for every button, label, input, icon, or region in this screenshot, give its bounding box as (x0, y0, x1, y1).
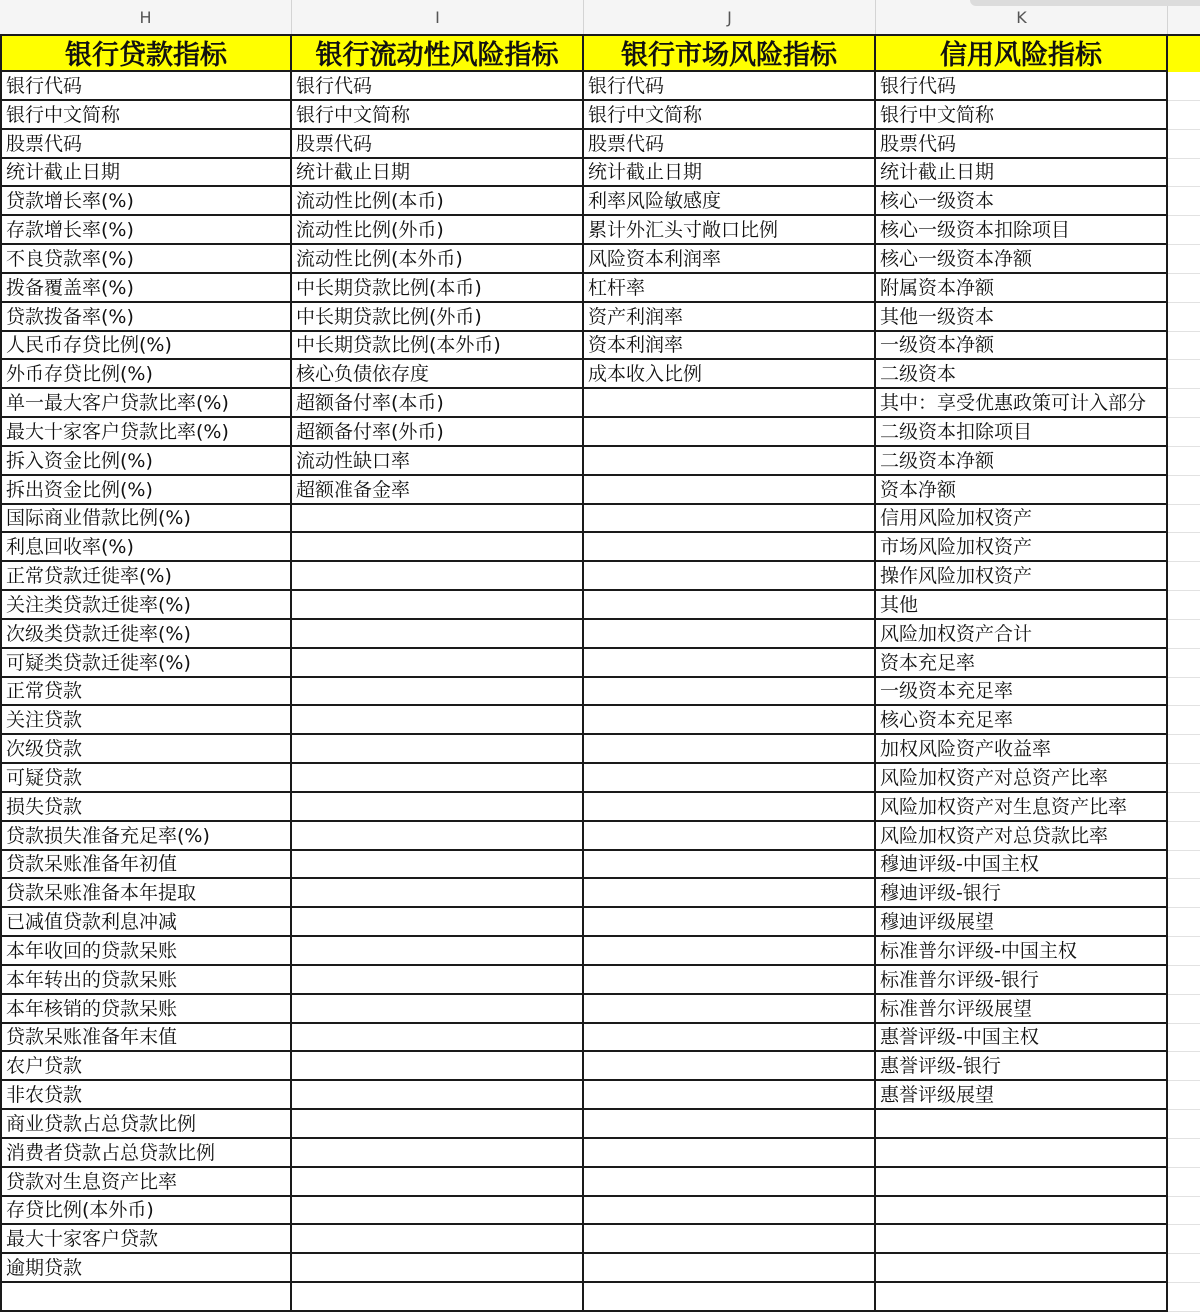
cell-next-column[interactable] (1168, 937, 1200, 966)
table-row (0, 966, 1200, 995)
cell-loan[interactable]: 单一最大客户贷款比率(%) (0, 389, 292, 418)
cell-loan[interactable]: 消费者贷款占总贷款比例 (0, 1139, 292, 1168)
cell-liquidity[interactable] (292, 1196, 584, 1225)
table-row (0, 879, 1200, 908)
cell-market[interactable] (584, 1196, 876, 1225)
cell-credit[interactable]: 核心资本充足率 (876, 706, 1168, 735)
cell-loan[interactable] (0, 1283, 292, 1312)
column-header-k[interactable]: K (876, 0, 1168, 34)
column-header-h[interactable]: H (0, 0, 292, 34)
cell-credit[interactable] (876, 1254, 1168, 1283)
cell-liquidity[interactable] (292, 1110, 584, 1139)
cell-loan[interactable]: 贷款对生息资产比率 (0, 1168, 292, 1197)
cell-liquidity[interactable]: 中长期贷款比例(外币) (292, 303, 584, 332)
cell-credit[interactable]: 操作风险加权资产 (876, 562, 1168, 591)
cell-liquidity[interactable] (292, 1254, 584, 1283)
cell-market[interactable] (584, 995, 876, 1024)
cell-next-column[interactable] (1168, 649, 1200, 678)
cell-market[interactable] (584, 649, 876, 678)
table-row (0, 995, 1200, 1024)
cell-next-column[interactable] (1168, 245, 1200, 274)
cell-loan[interactable]: 次级贷款 (0, 735, 292, 764)
window-edge (970, 0, 1200, 6)
cell-loan[interactable]: 本年核销的贷款呆账 (0, 995, 292, 1024)
cell-credit[interactable]: 资本净额 (876, 476, 1168, 505)
cell-market[interactable]: 银行代码 (584, 72, 876, 101)
cell-credit[interactable]: 一级资本充足率 (876, 677, 1168, 706)
cell-market[interactable] (584, 966, 876, 995)
cell-liquidity[interactable] (292, 1081, 584, 1110)
cell-loan[interactable]: 关注类贷款迁徙率(%) (0, 591, 292, 620)
cell-next-column[interactable] (1168, 677, 1200, 706)
cell-loan[interactable]: 贷款增长率(%) (0, 187, 292, 216)
cell-market[interactable] (584, 562, 876, 591)
table-row (0, 476, 1200, 505)
table-row (0, 706, 1200, 735)
cell-market[interactable] (584, 1254, 876, 1283)
table-row (0, 1081, 1200, 1110)
cell-market[interactable] (584, 879, 876, 908)
cell-credit[interactable]: 一级资本净额 (876, 331, 1168, 360)
cell-next-column[interactable] (1168, 216, 1200, 245)
cell-loan[interactable]: 可疑类贷款迁徙率(%) (0, 649, 292, 678)
table-row (0, 447, 1200, 476)
table-row (0, 331, 1200, 360)
table-row (0, 360, 1200, 389)
cell-loan[interactable]: 银行中文简称 (0, 101, 292, 130)
cell-next-column[interactable] (1168, 1283, 1200, 1312)
table-row (0, 562, 1200, 591)
cell-market[interactable]: 累计外汇头寸敞口比例 (584, 216, 876, 245)
cell-loan[interactable]: 商业贷款占总贷款比例 (0, 1110, 292, 1139)
cell-market[interactable] (584, 447, 876, 476)
cell-liquidity[interactable]: 超额备付率(外币) (292, 418, 584, 447)
cell-liquidity[interactable]: 超额准备金率 (292, 476, 584, 505)
cell-market[interactable] (584, 533, 876, 562)
cell-liquidity[interactable]: 流动性比例(外币) (292, 216, 584, 245)
cell-next-column[interactable] (1168, 1254, 1200, 1283)
cell-liquidity[interactable] (292, 649, 584, 678)
cell-next-column[interactable] (1168, 331, 1200, 360)
cell-loan[interactable]: 损失贷款 (0, 793, 292, 822)
cell-credit[interactable]: 标准普尔评级展望 (876, 995, 1168, 1024)
cell-loan[interactable]: 非农贷款 (0, 1081, 292, 1110)
cell-next-column[interactable] (1168, 879, 1200, 908)
cell-next-column[interactable] (1168, 1196, 1200, 1225)
cell-next-column[interactable] (1168, 504, 1200, 533)
cell-liquidity[interactable] (292, 1023, 584, 1052)
cell-market[interactable] (584, 677, 876, 706)
cell-loan[interactable]: 国际商业借款比例(%) (0, 504, 292, 533)
table-row (0, 274, 1200, 303)
cell-market[interactable] (584, 476, 876, 505)
cell-next-column[interactable] (1168, 533, 1200, 562)
cell-market[interactable]: 统计截止日期 (584, 158, 876, 187)
cell-loan[interactable]: 利息回收率(%) (0, 533, 292, 562)
cell-next-column[interactable] (1168, 476, 1200, 505)
cell-next-column[interactable] (1168, 908, 1200, 937)
cell-loan[interactable]: 贷款损失准备充足率(%) (0, 822, 292, 851)
column-header-i[interactable]: I (292, 0, 584, 34)
cell-next-column[interactable] (1168, 822, 1200, 851)
cell-liquidity[interactable] (292, 850, 584, 879)
cell-credit[interactable]: 惠誉评级-中国主权 (876, 1023, 1168, 1052)
table-row (0, 158, 1200, 187)
cell-next-column[interactable] (1168, 1225, 1200, 1254)
cell-next-column[interactable] (1168, 187, 1200, 216)
cell-market[interactable] (584, 591, 876, 620)
table-row (0, 1023, 1200, 1052)
cell-loan[interactable]: 本年收回的贷款呆账 (0, 937, 292, 966)
column-header-j[interactable]: J (584, 0, 876, 34)
cell-next-column[interactable] (1168, 966, 1200, 995)
cell-credit[interactable] (876, 1283, 1168, 1312)
cell-liquidity[interactable] (292, 1052, 584, 1081)
cell-credit[interactable]: 股票代码 (876, 130, 1168, 159)
cell-loan[interactable]: 最大十家客户贷款 (0, 1225, 292, 1254)
cell-liquidity[interactable] (292, 793, 584, 822)
cell-next-column[interactable] (1168, 591, 1200, 620)
cell-market[interactable]: 成本收入比例 (584, 360, 876, 389)
table-row (0, 591, 1200, 620)
table-row (0, 130, 1200, 159)
cell-next-column[interactable] (1168, 764, 1200, 793)
cell-next-column[interactable] (1168, 995, 1200, 1024)
cell-market[interactable] (584, 620, 876, 649)
cell-credit[interactable]: 二级资本扣除项目 (876, 418, 1168, 447)
cell-market[interactable]: 资产利润率 (584, 303, 876, 332)
cell-credit[interactable] (876, 1110, 1168, 1139)
cell-credit[interactable]: 银行中文简称 (876, 101, 1168, 130)
cell-loan[interactable]: 存贷比例(本外币) (0, 1196, 292, 1225)
cell-liquidity[interactable] (292, 822, 584, 851)
table-row (0, 850, 1200, 879)
cell-loan[interactable]: 拆出资金比例(%) (0, 476, 292, 505)
cell-credit[interactable] (876, 1139, 1168, 1168)
cell-next-column[interactable] (1168, 389, 1200, 418)
cell-liquidity[interactable] (292, 533, 584, 562)
table-row (0, 533, 1200, 562)
cell-market[interactable]: 银行中文简称 (584, 101, 876, 130)
table-row (0, 1110, 1200, 1139)
table-row (0, 245, 1200, 274)
cell-market[interactable]: 资本利润率 (584, 331, 876, 360)
cell-liquidity[interactable] (292, 764, 584, 793)
cell-market[interactable]: 风险资本利润率 (584, 245, 876, 274)
cell-market[interactable] (584, 735, 876, 764)
cell-liquidity[interactable] (292, 677, 584, 706)
cell-credit[interactable]: 风险加权资产合计 (876, 620, 1168, 649)
cell-liquidity[interactable]: 银行代码 (292, 72, 584, 101)
cell-next-column[interactable] (1168, 418, 1200, 447)
cell-credit[interactable]: 标准普尔评级-中国主权 (876, 937, 1168, 966)
cell-liquidity[interactable]: 流动性缺口率 (292, 447, 584, 476)
cell-credit[interactable]: 其他 (876, 591, 1168, 620)
cell-next-column[interactable] (1168, 735, 1200, 764)
cell-loan[interactable]: 贷款呆账准备年初值 (0, 850, 292, 879)
cell-liquidity[interactable] (292, 908, 584, 937)
cell-liquidity[interactable] (292, 620, 584, 649)
cell-loan[interactable]: 贷款呆账准备年末值 (0, 1023, 292, 1052)
cell-market[interactable] (584, 504, 876, 533)
cell-liquidity[interactable]: 核心负债依存度 (292, 360, 584, 389)
cell-next-column[interactable] (1168, 303, 1200, 332)
cell-credit[interactable]: 核心一级资本 (876, 187, 1168, 216)
cell-market[interactable]: 股票代码 (584, 130, 876, 159)
table-row (0, 620, 1200, 649)
cell-next-column[interactable] (1168, 562, 1200, 591)
cell-next-column[interactable] (1168, 1110, 1200, 1139)
cell-next-column[interactable] (1168, 1052, 1200, 1081)
cell-next-column[interactable] (1168, 360, 1200, 389)
cell-loan[interactable]: 拆入资金比例(%) (0, 447, 292, 476)
cell-liquidity[interactable] (292, 937, 584, 966)
table-row (0, 937, 1200, 966)
cell-loan[interactable]: 正常贷款 (0, 677, 292, 706)
cell-loan[interactable]: 股票代码 (0, 130, 292, 159)
cell-credit[interactable]: 风险加权资产对生息资产比率 (876, 793, 1168, 822)
cell-credit[interactable]: 风险加权资产对总资产比率 (876, 764, 1168, 793)
cell-market[interactable] (584, 706, 876, 735)
cell-loan[interactable]: 贷款拨备率(%) (0, 303, 292, 332)
cell-credit[interactable]: 统计截止日期 (876, 158, 1168, 187)
cell-liquidity[interactable] (292, 1168, 584, 1197)
cell-loan[interactable]: 正常贷款迁徙率(%) (0, 562, 292, 591)
table-row (0, 216, 1200, 245)
cell-liquidity[interactable] (292, 1139, 584, 1168)
cell-next-column[interactable] (1168, 274, 1200, 303)
cell-market[interactable] (584, 937, 876, 966)
cell-next-column[interactable] (1168, 1139, 1200, 1168)
cell-liquidity[interactable]: 流动性比例(本币) (292, 187, 584, 216)
cell-next-column[interactable] (1168, 706, 1200, 735)
cell-credit[interactable]: 惠誉评级-银行 (876, 1052, 1168, 1081)
cell-liquidity[interactable] (292, 591, 584, 620)
cell-loan[interactable]: 不良贷款率(%) (0, 245, 292, 274)
cell-liquidity[interactable]: 股票代码 (292, 130, 584, 159)
cell-loan[interactable]: 本年转出的贷款呆账 (0, 966, 292, 995)
cell-credit[interactable]: 二级资本 (876, 360, 1168, 389)
cell-loan[interactable]: 统计截止日期 (0, 158, 292, 187)
cell-next-column[interactable] (1168, 447, 1200, 476)
cell-liquidity[interactable]: 中长期贷款比例(本外币) (292, 331, 584, 360)
cell-credit[interactable]: 其中：享受优惠政策可计入部分 (876, 389, 1168, 418)
cell-liquidity[interactable]: 统计截止日期 (292, 158, 584, 187)
table-row (0, 1283, 1200, 1312)
cell-market[interactable] (584, 1168, 876, 1197)
cell-credit[interactable]: 穆迪评级-中国主权 (876, 850, 1168, 879)
cell-market[interactable] (584, 764, 876, 793)
table-row (0, 1225, 1200, 1254)
cell-market[interactable] (584, 389, 876, 418)
cell-liquidity[interactable] (292, 706, 584, 735)
table-row (0, 822, 1200, 851)
cell-credit[interactable]: 核心一级资本扣除项目 (876, 216, 1168, 245)
table-row (0, 72, 1200, 101)
table-row (0, 1254, 1200, 1283)
cell-market[interactable] (584, 850, 876, 879)
cell-next-column[interactable] (1168, 158, 1200, 187)
table-row (0, 764, 1200, 793)
cell-credit[interactable] (876, 1225, 1168, 1254)
cell-credit[interactable] (876, 1196, 1168, 1225)
table-row (0, 677, 1200, 706)
cell-liquidity[interactable] (292, 995, 584, 1024)
cell-loan[interactable]: 农户贷款 (0, 1052, 292, 1081)
cell-credit[interactable]: 加权风险资产收益率 (876, 735, 1168, 764)
header-cell-extra[interactable] (1168, 34, 1200, 72)
cell-loan[interactable]: 关注贷款 (0, 706, 292, 735)
cell-liquidity[interactable]: 流动性比例(本外币) (292, 245, 584, 274)
table-row (0, 908, 1200, 937)
cell-credit[interactable]: 标准普尔评级-银行 (876, 966, 1168, 995)
cell-credit[interactable]: 资本充足率 (876, 649, 1168, 678)
cell-credit[interactable]: 风险加权资产对总贷款比率 (876, 822, 1168, 851)
cell-credit[interactable]: 惠誉评级展望 (876, 1081, 1168, 1110)
cell-market[interactable]: 杠杆率 (584, 274, 876, 303)
cell-credit[interactable]: 信用风险加权资产 (876, 504, 1168, 533)
cell-market[interactable] (584, 1052, 876, 1081)
cell-loan[interactable]: 次级类贷款迁徙率(%) (0, 620, 292, 649)
cell-loan[interactable]: 逾期贷款 (0, 1254, 292, 1283)
cell-market[interactable] (584, 908, 876, 937)
table-row (0, 1196, 1200, 1225)
cell-loan[interactable]: 存款增长率(%) (0, 216, 292, 245)
cell-loan[interactable]: 可疑贷款 (0, 764, 292, 793)
cell-market[interactable] (584, 822, 876, 851)
cell-credit[interactable] (876, 1168, 1168, 1197)
cell-credit[interactable]: 穆迪评级展望 (876, 908, 1168, 937)
header-cell-market[interactable]: 银行市场风险指标 (584, 34, 876, 72)
cell-credit[interactable]: 核心一级资本净额 (876, 245, 1168, 274)
cell-loan[interactable]: 外币存贷比例(%) (0, 360, 292, 389)
table-row (0, 1139, 1200, 1168)
table-row (0, 187, 1200, 216)
cell-liquidity[interactable]: 中长期贷款比例(本币) (292, 274, 584, 303)
table-row (0, 735, 1200, 764)
cell-next-column[interactable] (1168, 1168, 1200, 1197)
cell-liquidity[interactable] (292, 735, 584, 764)
cell-credit[interactable]: 穆迪评级-银行 (876, 879, 1168, 908)
cell-liquidity[interactable]: 超额备付率(本币) (292, 389, 584, 418)
header-cell-loan[interactable]: 银行贷款指标 (0, 34, 292, 72)
table-row (0, 504, 1200, 533)
cell-loan[interactable]: 银行代码 (0, 72, 292, 101)
cell-next-column[interactable] (1168, 850, 1200, 879)
table-row (0, 649, 1200, 678)
cell-loan[interactable]: 最大十家客户贷款比率(%) (0, 418, 292, 447)
table-row (0, 1168, 1200, 1197)
table-row (0, 101, 1200, 130)
cell-credit[interactable]: 银行代码 (876, 72, 1168, 101)
header-cell-liquidity[interactable]: 银行流动性风险指标 (292, 34, 584, 72)
cell-loan[interactable]: 人民币存贷比例(%) (0, 331, 292, 360)
table-row (0, 793, 1200, 822)
cell-market[interactable]: 利率风险敏感度 (584, 187, 876, 216)
cell-liquidity[interactable] (292, 1283, 584, 1312)
table-row (0, 1052, 1200, 1081)
cell-market[interactable] (584, 793, 876, 822)
cell-market[interactable] (584, 1023, 876, 1052)
cell-next-column[interactable] (1168, 793, 1200, 822)
cell-credit[interactable]: 市场风险加权资产 (876, 533, 1168, 562)
cell-market[interactable] (584, 1110, 876, 1139)
cell-loan[interactable]: 已减值贷款利息冲减 (0, 908, 292, 937)
cell-market[interactable] (584, 1225, 876, 1254)
cell-next-column[interactable] (1168, 620, 1200, 649)
header-cell-credit[interactable]: 信用风险指标 (876, 34, 1168, 72)
cell-credit[interactable]: 二级资本净额 (876, 447, 1168, 476)
cell-market[interactable] (584, 418, 876, 447)
cell-liquidity[interactable] (292, 504, 584, 533)
cell-liquidity[interactable] (292, 966, 584, 995)
cell-next-column[interactable] (1168, 72, 1200, 101)
cell-liquidity[interactable]: 银行中文简称 (292, 101, 584, 130)
table-row (0, 303, 1200, 332)
cell-next-column[interactable] (1168, 130, 1200, 159)
cell-credit[interactable]: 附属资本净额 (876, 274, 1168, 303)
cell-credit[interactable]: 其他一级资本 (876, 303, 1168, 332)
cell-market[interactable] (584, 1283, 876, 1312)
cell-liquidity[interactable] (292, 1225, 584, 1254)
cell-liquidity[interactable] (292, 562, 584, 591)
cell-next-column[interactable] (1168, 1081, 1200, 1110)
cell-loan[interactable]: 贷款呆账准备本年提取 (0, 879, 292, 908)
table-row (0, 418, 1200, 447)
cell-liquidity[interactable] (292, 879, 584, 908)
cell-market[interactable] (584, 1081, 876, 1110)
cell-loan[interactable]: 拨备覆盖率(%) (0, 274, 292, 303)
header-row (0, 34, 1200, 72)
cell-market[interactable] (584, 1139, 876, 1168)
table-row (0, 389, 1200, 418)
column-header-bar (0, 0, 1200, 35)
cell-next-column[interactable] (1168, 1023, 1200, 1052)
cell-next-column[interactable] (1168, 101, 1200, 130)
